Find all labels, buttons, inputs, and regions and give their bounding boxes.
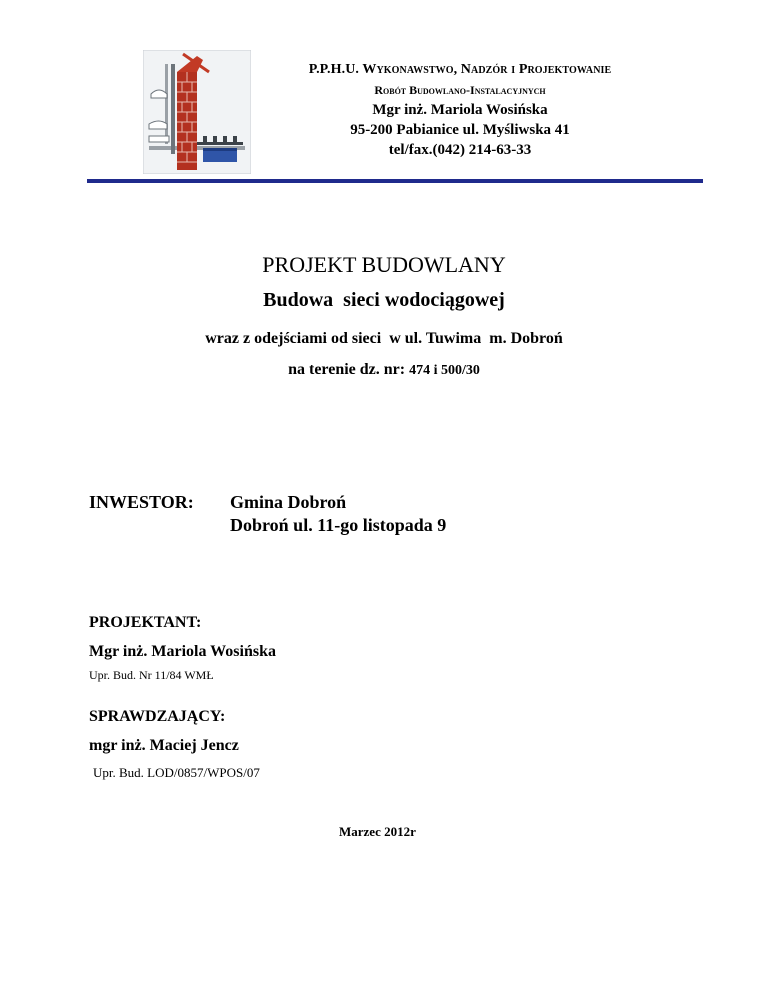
- designer-license: Upr. Bud. Nr 11/84 WMŁ: [89, 668, 214, 682]
- designer-name: Mgr inż. Mariola Wosińska: [89, 643, 276, 660]
- header-divider: [87, 179, 703, 183]
- investor-name: Gmina Dobroń: [230, 492, 347, 512]
- parcel-line: [0, 361, 768, 379]
- designer-label: PROJEKTANT:: [89, 614, 202, 631]
- document-title: PROJEKT BUDOWLANY: [262, 252, 506, 277]
- company-owner: Mgr inż. Mariola Wosińska: [372, 102, 548, 118]
- company-header: [230, 60, 690, 160]
- project-scope: wraz z odejściami od sieci w ul. Tuwima m. Dobroń: [205, 330, 563, 347]
- company-address: 95-200 Pabianice ul. Myśliwska 41: [350, 122, 570, 138]
- company-line-2: Robót Budowlano-Instalacyjnych: [374, 83, 546, 97]
- checker-license: Upr. Bud. LOD/0857/WPOS/07: [93, 765, 260, 780]
- investor-address: Dobroń ul. 11-go listopada 9: [230, 515, 447, 535]
- investor-label: INWESTOR:: [89, 492, 194, 512]
- document-date: Marzec 2012r: [339, 824, 416, 839]
- document-subtitle: Budowa sieci wodociągowej: [263, 289, 505, 311]
- company-line-1: P.P.H.U. Wykonawstwo, Nadzór i Projektowanie: [308, 62, 612, 77]
- parcel-prefix: na terenie dz. nr:: [288, 361, 406, 378]
- company-phone: tel/fax.(042) 214-63-33: [388, 142, 532, 158]
- checker-name: mgr inż. Maciej Jencz: [89, 737, 239, 754]
- parcel-numbers: 474 i 500/30: [409, 363, 480, 378]
- checker-label: SPRAWDZAJĄCY:: [89, 708, 226, 725]
